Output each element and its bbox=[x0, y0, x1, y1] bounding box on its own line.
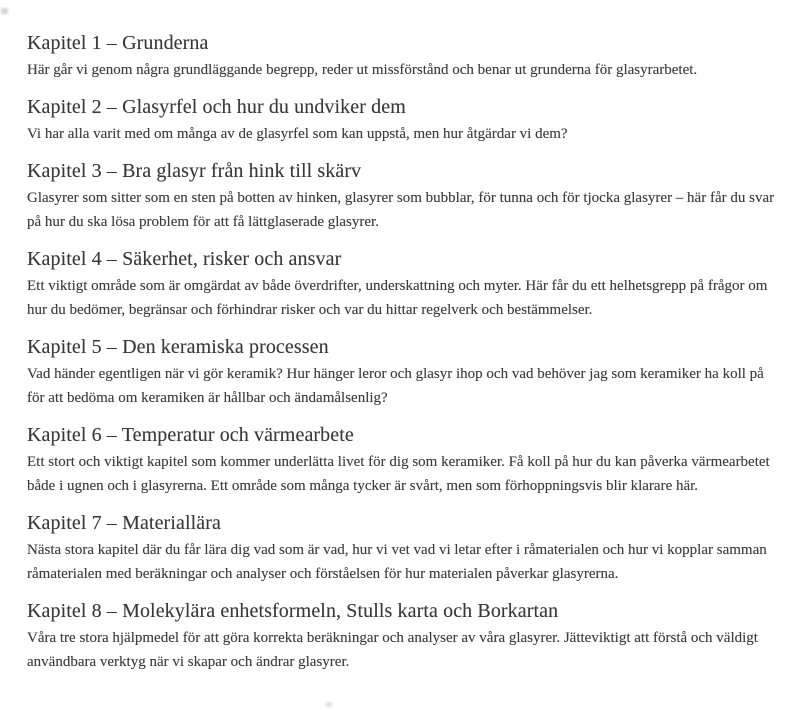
chapter-3-description: Glasyrer som sitter som en sten på botten av hinken, glasyrer som bubblar, för tunna och för tjocka glasyrer – här får du svar på hur du ska lösa problem för att få lättglaserade glasyrer. bbox=[27, 190, 775, 230]
chapter-8-heading: Kapitel 8 – Molekylära enhetsformeln, Stulls karta och Borkartan bbox=[27, 600, 559, 622]
cropped-text-artifact-bottom bbox=[326, 702, 332, 707]
chapter-7-heading: Kapitel 7 – Materiallära bbox=[27, 512, 221, 534]
chapter-2-description: Vi har alla varit med om många av de glasyrfel som kan uppstå, men hur åtgärdar vi dem? bbox=[27, 126, 568, 142]
chapter-section-4 bbox=[27, 246, 776, 322]
chapter-4-heading: Kapitel 4 – Säkerhet, risker och ansvar bbox=[27, 248, 342, 270]
chapter-6-heading: Kapitel 6 – Temperatur och värmearbete bbox=[27, 424, 354, 446]
chapter-2-heading: Kapitel 2 – Glasyrfel och hur du undviker dem bbox=[27, 96, 406, 118]
chapter-section-5 bbox=[27, 334, 776, 410]
chapter-section-7 bbox=[27, 510, 776, 586]
chapter-8-description: Våra tre stora hjälpmedel för att göra korrekta beräkningar och analyser av våra glasyrer. Jätteviktigt att förstå och väldigt användbara verktyg när vi skapar och ändrar glasyrer. bbox=[27, 630, 758, 670]
cropped-text-artifact-top bbox=[1, 8, 8, 14]
chapter-section-8 bbox=[27, 598, 776, 674]
chapter-5-description: Vad händer egentligen när vi gör keramik? Hur hänger leror och glasyr ihop och vad behöver jag som keramiker ha koll på för att bedöma om keramiken är hållbar och ändamålsenlig? bbox=[27, 366, 764, 406]
chapter-3-heading: Kapitel 3 – Bra glasyr från hink till skärv bbox=[27, 160, 362, 182]
chapter-section-3 bbox=[27, 158, 776, 234]
chapter-1-description: Här går vi genom några grundläggande begrepp, reder ut missförstånd och benar ut grunderna för glasyrarbetet. bbox=[27, 62, 698, 78]
chapter-4-description: Ett viktigt område som är omgärdat av både överdrifter, underskattning och myter. Här får du ett helhetsgrepp på frågor om hur du bedömer, begränsar och förhindrar risker och var du hittar regelverk och bestämmelser. bbox=[27, 278, 768, 318]
chapter-7-description: Nästa stora kapitel där du får lära dig vad som är vad, hur vi vet vad vi letar efter i råmaterialen och hur vi kopplar samman råmaterialen med beräkningar och analyser och förståelsen för hur materialen påverkar glasyrerna. bbox=[27, 542, 767, 582]
chapter-section-6 bbox=[27, 422, 776, 498]
chapter-6-description: Ett stort och viktigt kapitel som kommer underlätta livet för dig som keramiker. Få koll på hur du kan påverka värmearbetet både i ugnen och i glasyrerna. Ett område som många tycker är svårt, men som förhoppningsvis blir klarare här. bbox=[27, 454, 770, 494]
chapter-1-heading: Kapitel 1 – Grunderna bbox=[27, 32, 209, 54]
chapter-section-1 bbox=[27, 30, 776, 82]
chapter-section-2 bbox=[27, 94, 776, 146]
chapter-5-heading: Kapitel 5 – Den keramiska processen bbox=[27, 336, 329, 358]
